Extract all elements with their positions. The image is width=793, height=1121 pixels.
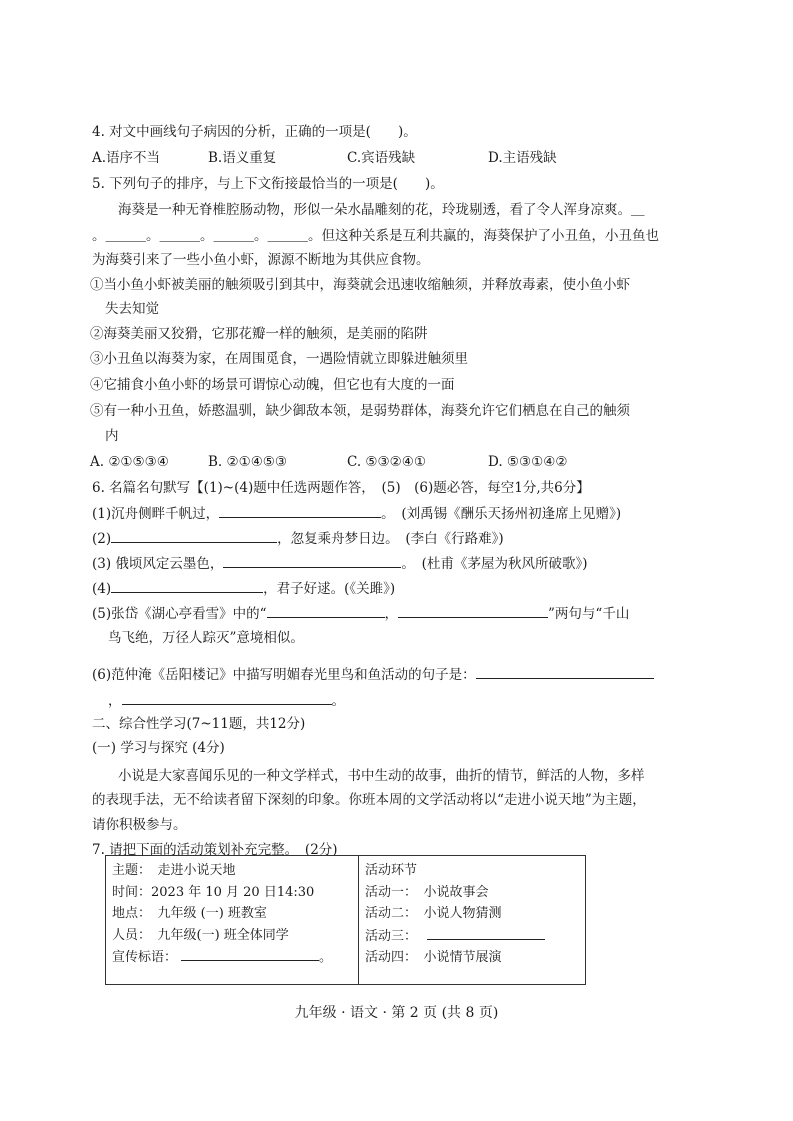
q6-2-prefix: (2) <box>92 531 112 547</box>
q5-option-d: D. ⑤③①④② <box>488 454 568 470</box>
plan-activity-3-blank[interactable] <box>427 925 545 940</box>
plan-right-cell <box>359 856 586 985</box>
q5-item-4: ④它捕食小鱼小虾的场景可谓惊心动魄，但它也有大度的一面 <box>90 377 455 393</box>
q5-item-5-cont: 内 <box>105 428 119 444</box>
q5-item-1-cont: 失去知觉 <box>105 301 159 317</box>
section2-subtitle: (一) 学习与探究 (4分) <box>92 740 225 756</box>
q6-5-comma: ， <box>384 606 399 622</box>
q5-item-1: ①当小鱼小虾被美丽的触须吸引到其中，海葵就会迅速收缩触须，并释放毒素，使小鱼小虾 <box>90 277 630 293</box>
plan-activity-3-label: 活动三： <box>365 928 418 944</box>
q6-5-blank-1[interactable] <box>267 603 385 618</box>
q5-option-c: C. ⑤③②④① <box>347 454 426 470</box>
plan-activity-3 <box>365 925 579 948</box>
activity-plan-table <box>105 855 586 985</box>
q6-5-suffix: ”两句与“千山 <box>548 606 630 622</box>
plan-activity-1: 活动一： 小说故事会 <box>365 884 489 900</box>
q5-stem: 5. 下列句子的排序，与上下文衔接最恰当的一项是( )。 <box>92 176 444 192</box>
q6-4-suffix: ，君子好逑。(《关雎》) <box>263 581 396 597</box>
q6-5-blank-2[interactable] <box>398 603 548 618</box>
q6-line-4 <box>92 578 395 599</box>
q5-option-b: B. ②①④⑤③ <box>208 454 288 470</box>
q5-item-3: ③小丑鱼以海葵为家，在周围觅食，一遇险情就立即躲进触须里 <box>90 351 468 367</box>
q4-option-c: C.宾语残缺 <box>347 150 416 166</box>
q6-1-suffix: 。 (刘禹锡《酬乐天扬州初逢席上见赠》) <box>381 506 622 522</box>
plan-time: 时间：2023 年 10 月 20 日14:30 <box>112 884 315 900</box>
q6-line-3 <box>92 553 587 574</box>
q6-3-blank[interactable] <box>223 553 401 568</box>
q4-option-b: B.语义重复 <box>208 150 277 166</box>
plan-place: 地点： 九年级 (一) 班教室 <box>112 906 267 921</box>
q6-line-6 <box>92 664 654 685</box>
q6-1-blank[interactable] <box>219 503 381 518</box>
q6-3-prefix: (3) 俄顷风定云墨色， <box>92 556 224 572</box>
q6-3-suffix: 。 (杜甫《茅屋为秋风所破歌》) <box>401 556 588 572</box>
q6-5-prefix: (5)张岱《湖心亭看雪》中的“ <box>92 606 267 622</box>
section2-title: 二、综合性学习(7~11题，共12分) <box>92 716 306 732</box>
q6-line-1 <box>92 503 621 524</box>
q4-option-a: A.语序不当 <box>92 150 161 166</box>
section2-intro-2: 的表现手法，无不给读者留下深刻的印象。你班本周的文学活动将以“走进小说天地”为主题， <box>92 792 646 808</box>
q6-4-prefix: (4) <box>92 581 112 597</box>
q6-4-blank[interactable] <box>111 578 263 593</box>
q4-option-d: D.主语残缺 <box>488 150 557 166</box>
q5-passage-line2: 。＿＿＿。＿＿＿。＿＿＿。＿＿＿。但这种关系是互利共赢的，海葵保护了小丑鱼，小丑鱼也 <box>92 228 659 244</box>
q6-1-prefix: (1)沉舟侧畔千帆过， <box>92 506 220 522</box>
section2-intro-1: 小说是大家喜闻乐见的一种文学样式，书中生动的故事，曲折的情节，鲜活的人物，多样 <box>118 768 645 784</box>
plan-activity-4: 活动四： 小说情节展演 <box>365 950 502 965</box>
q6-6-blank-2[interactable] <box>122 690 332 705</box>
plan-activity-2: 活动二： 小说人物猜测 <box>365 906 502 921</box>
page-footer: 九年级 · 语文 · 第 2 页 (共 8 页) <box>294 1005 499 1021</box>
q6-2-blank[interactable] <box>111 528 277 543</box>
q6-2-suffix: ，忽复乘舟梦日边。 (李白《行路难》) <box>277 531 504 547</box>
q6-6-end: 。 <box>331 693 345 709</box>
q5-item-2: ②海葵美丽又狡猾，它那花瓣一样的触须，是美丽的陷阱 <box>90 326 428 342</box>
plan-slogan-blank[interactable] <box>181 946 319 961</box>
plan-left-cell <box>106 856 359 985</box>
q6-6-comma: ， <box>108 693 122 709</box>
q6-stem: 6. 名篇名句默写【(1)~(4)题中任选两题作答， (5) (6)题必答，每空1分,共6分】 <box>92 480 590 496</box>
q6-line-5 <box>92 603 629 624</box>
q5-passage-line3: 为海葵引来了一些小鱼小虾，源源不断地为其供应食物。 <box>92 252 430 268</box>
plan-activities-header: 活动环节 <box>365 863 418 878</box>
plan-people: 人员： 九年级(一) 班全体同学 <box>112 927 289 943</box>
q7-stem: 7. 请把下面的活动策划补充完整。 (2分) <box>92 842 338 858</box>
q4-stem: 4. 对文中画线句子病因的分析，正确的一项是( )。 <box>92 124 417 140</box>
plan-slogan <box>112 946 352 969</box>
q6-line-2 <box>92 528 504 549</box>
q5-passage-line1: 海葵是一种无脊椎腔肠动物，形似一朵水晶雕刻的花，玲珑剔透，看了令人浑身凉爽。＿ <box>118 202 645 218</box>
q6-6-prefix: (6)范仲淹《岳阳楼记》中描写明媚春光里鸟和鱼活动的句子是： <box>92 667 476 683</box>
q6-6-blank-1[interactable] <box>476 664 654 679</box>
section2-intro-3: 请你积极参与。 <box>92 817 187 833</box>
q6-line-5-cont: 鸟飞绝，万径人踪灭”意境相似。 <box>108 630 304 646</box>
plan-slogan-end: 。 <box>319 950 333 965</box>
q5-item-5: ⑤有一种小丑鱼，娇憨温驯，缺少御敌本领，是弱势群体，海葵允许它们栖息在自己的触须 <box>90 403 630 419</box>
q5-option-a: A. ②①⑤③④ <box>90 454 169 470</box>
plan-slogan-label: 宣传标语： <box>112 950 178 965</box>
plan-theme: 主题： 走进小说天地 <box>112 863 236 878</box>
q6-line-6-cont <box>108 690 345 711</box>
